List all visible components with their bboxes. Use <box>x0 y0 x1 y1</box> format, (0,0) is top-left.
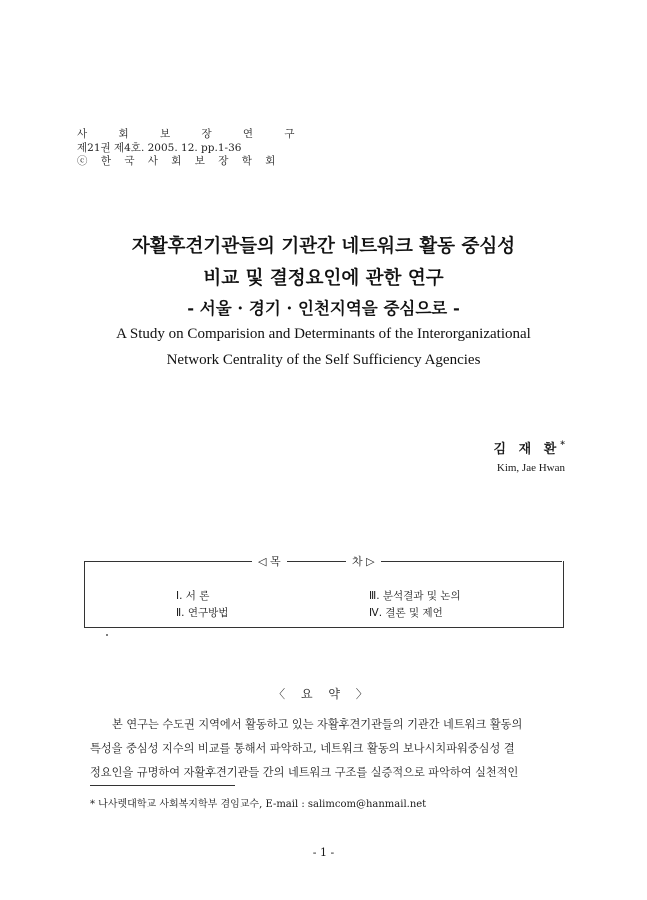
page-number: - 1 - <box>312 846 335 859</box>
journal-volume-info: 제21권 제4호. 2005. 12. pp.1-36 <box>77 141 242 154</box>
speck-mark <box>106 634 108 636</box>
journal-copyright: ⓒ 한 국 사 회 보 장 학 회 <box>77 155 281 167</box>
toc-heading-right: 차 ▷ <box>346 553 381 569</box>
toc-item-2: Ⅱ. 연구방법 <box>176 607 229 619</box>
title-ko-line1: 자활후견기관들의 기관간 네트워크 활동 중심성 <box>131 236 516 257</box>
toc-heading-left: ◁ 목 <box>252 553 287 569</box>
title-ko-line2: 비교 및 결정요인에 관한 연구 <box>203 268 444 289</box>
toc-box <box>84 561 564 628</box>
footnote: * 나사렛대학교 사회복지학부 겸임교수, E-mail : salimcom@hanmail.net <box>90 799 427 810</box>
abstract-line-3: 정요인을 규명하여 자활후견기관들 간의 네트워크 구조를 실증적으로 파악하여 실천적인 <box>90 766 519 779</box>
toc-item-3: Ⅲ. 분석결과 및 논의 <box>369 590 461 602</box>
abstract-line-1: 본 연구는 수도권 지역에서 활동하고 있는 자활후견기관들의 기관간 네트워크 활동의 <box>112 718 523 731</box>
title-ko-subtitle: - 서울 · 경기 · 인천지역을 중심으로 - <box>187 299 460 318</box>
abstract-heading: 〈 요 약 〉 <box>273 687 374 701</box>
author-name-en: Kim, Jae Hwan <box>496 462 565 474</box>
author-name-ko <box>494 438 565 457</box>
title-en-line2: Network Centrality of the Self Sufficiency Agencies <box>166 352 481 368</box>
author-name-ko-text: 김 재 환 <box>493 442 561 457</box>
toc-item-1: Ⅰ. 서 론 <box>176 590 210 602</box>
title-en-line1: A Study on Comparision and Determinants of the Interorganizational <box>116 326 531 342</box>
abstract-line-2: 특성을 중심성 지수의 비교를 통해서 파악하고, 네트워크 활동의 보나시치파워중심성 결 <box>90 742 515 755</box>
footnote-rule <box>90 785 235 786</box>
toc-item-4: Ⅳ. 결론 및 제언 <box>369 607 443 619</box>
author-footnote-mark: * <box>560 440 565 451</box>
journal-header <box>77 128 309 169</box>
journal-name: 사 회 보 장 연 구 <box>77 128 309 140</box>
